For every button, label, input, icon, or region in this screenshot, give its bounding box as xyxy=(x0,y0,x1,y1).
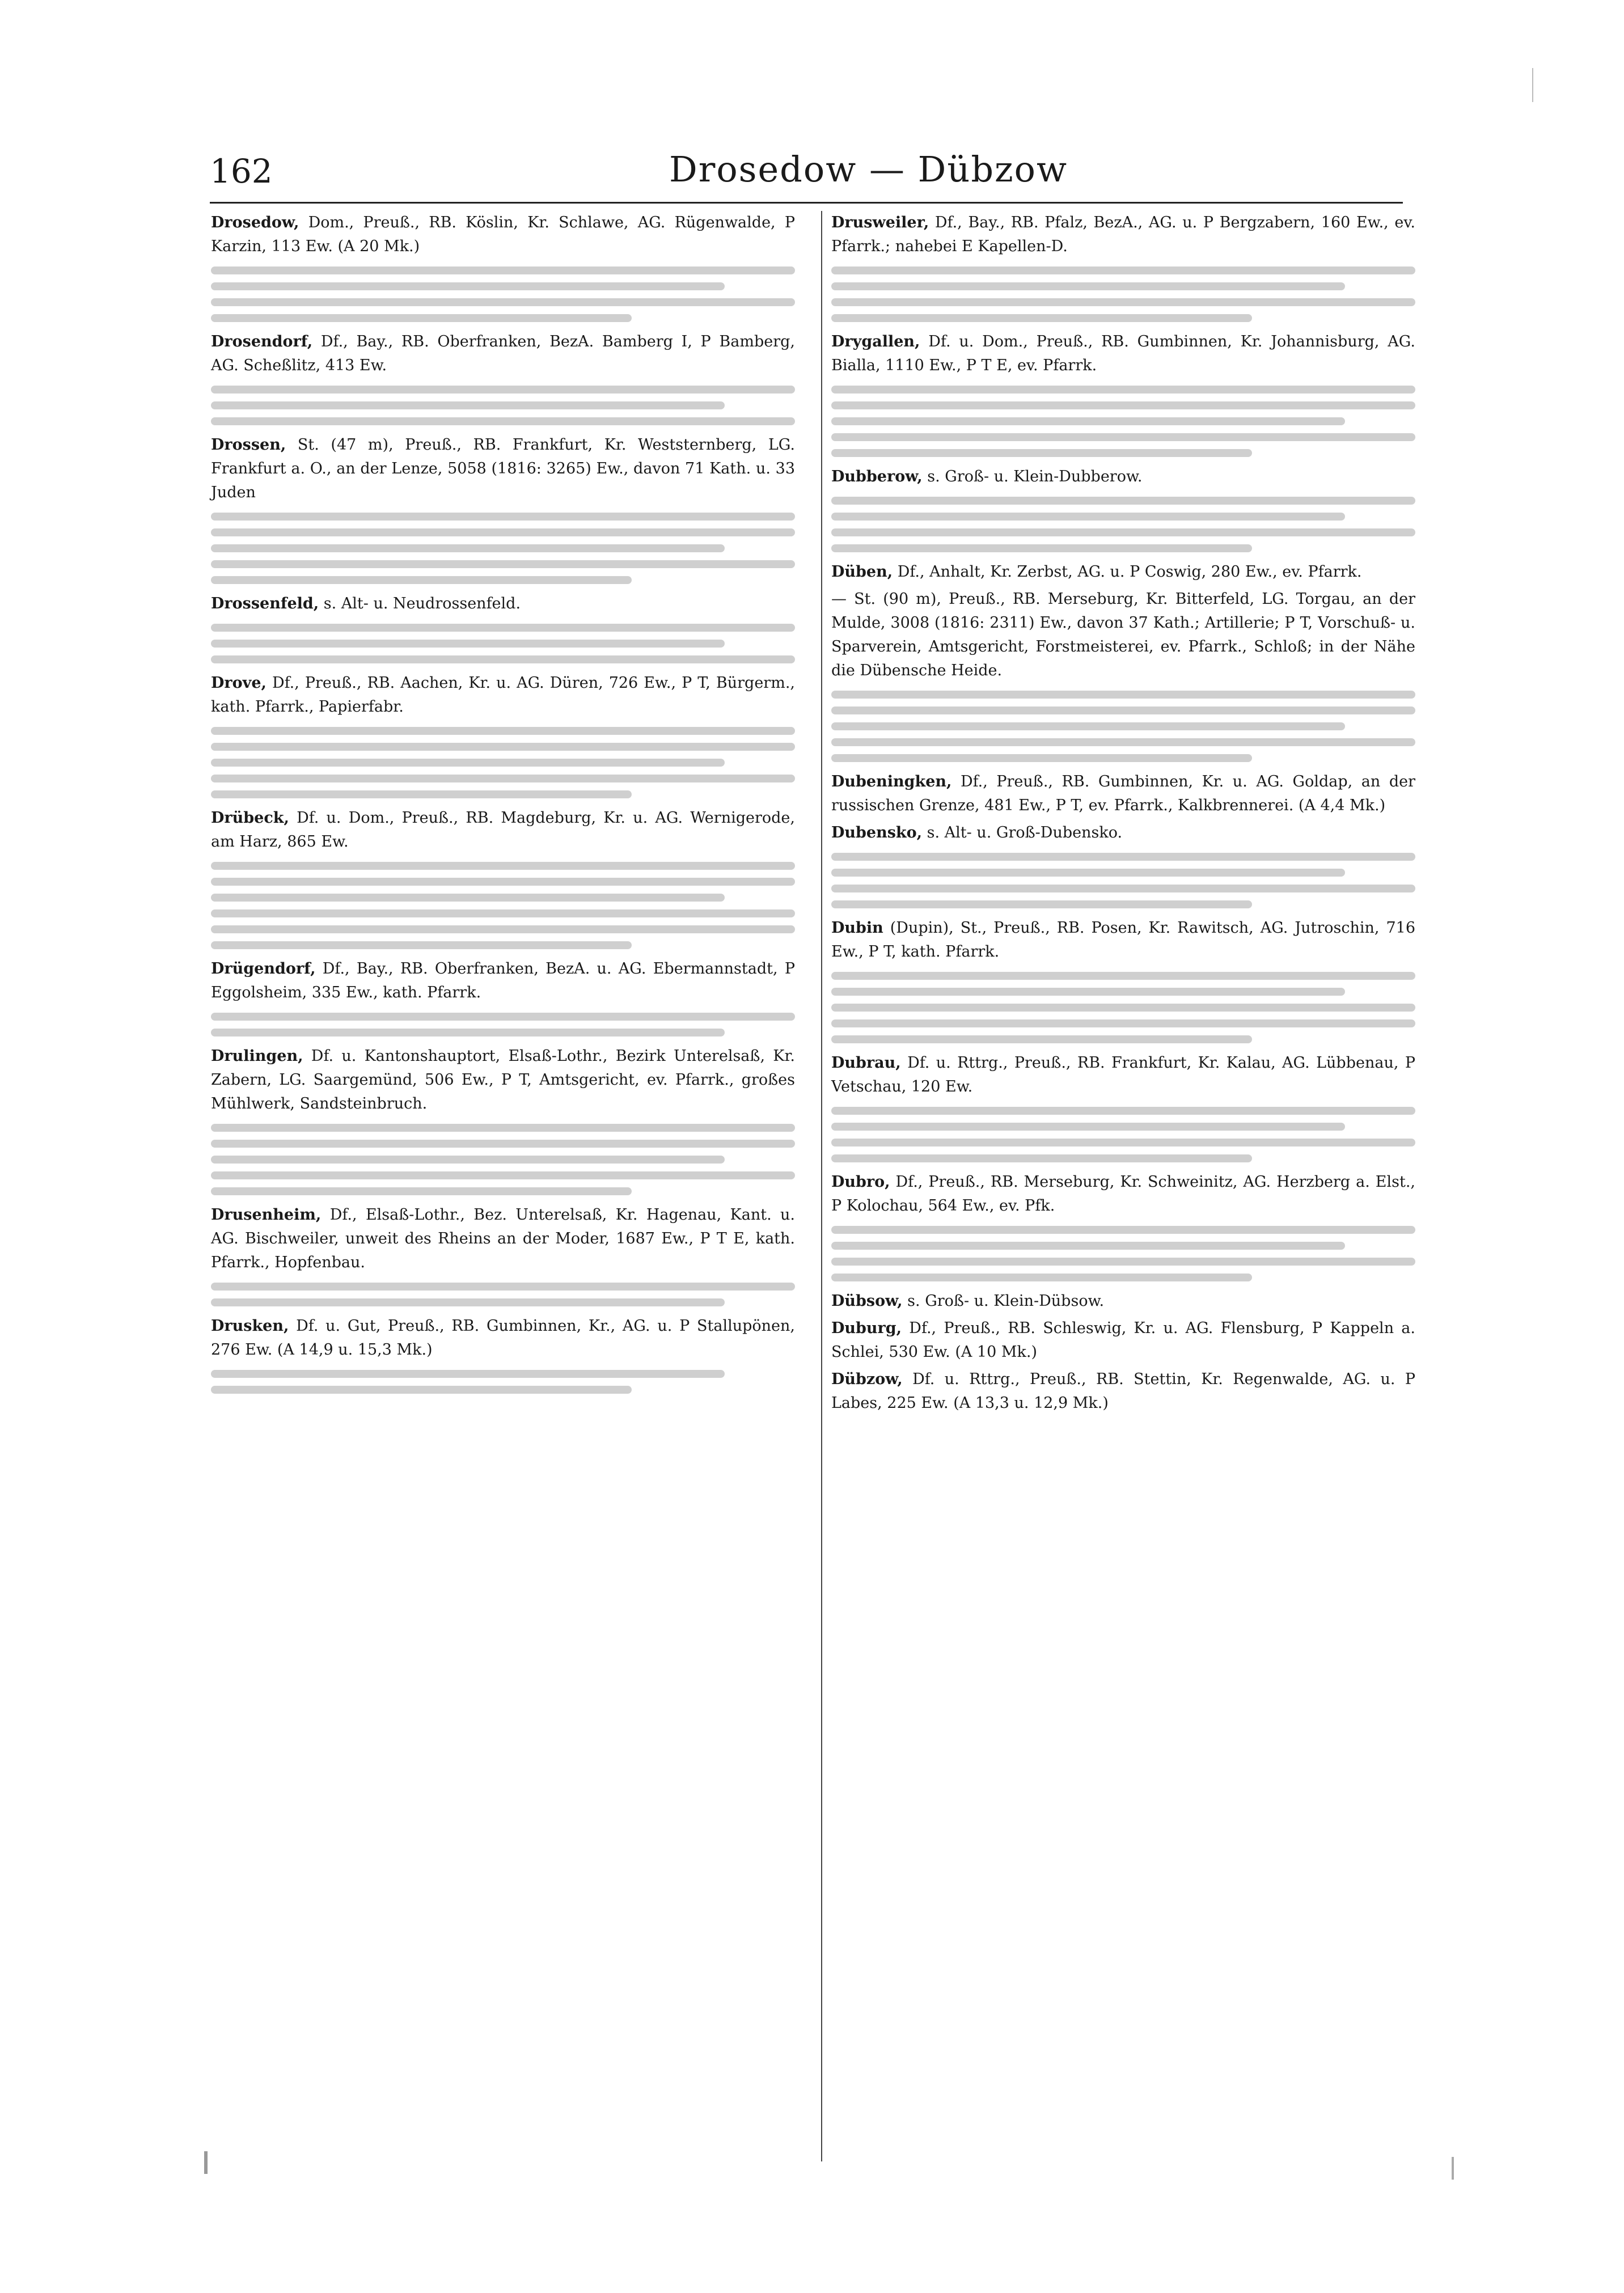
entry-headword: Drusweiler, xyxy=(831,214,929,231)
illegible-line xyxy=(211,775,795,782)
illegible-line xyxy=(211,1386,632,1394)
entry-headword: Drossenfeld, xyxy=(211,595,319,612)
entry-text: Df. u. Rttrg., Preuß., RB. Frankfurt, Kr. Kalau, AG. Lübbenau, P Vetschau, 120 Ew. xyxy=(831,1054,1415,1095)
entry-headword: Drübeck, xyxy=(211,809,289,827)
scan-edge-mark xyxy=(1532,68,1533,102)
illegible-line xyxy=(211,560,795,568)
entry-text: s. Alt- u. Groß-Dubensko. xyxy=(927,824,1123,841)
entry-headword: Dübzow, xyxy=(831,1370,903,1388)
entry-headword: Dubensko, xyxy=(831,824,923,841)
illegible-line xyxy=(831,497,1415,505)
illegible-line xyxy=(211,1140,795,1148)
entry xyxy=(831,587,1415,683)
entry-headword: Düben, xyxy=(831,563,893,581)
entry-headword: Drygallen, xyxy=(831,333,920,350)
entry xyxy=(831,916,1415,964)
illegible-line xyxy=(831,1226,1415,1234)
illegible-line xyxy=(831,449,1252,457)
illegible-line xyxy=(211,743,795,751)
illegible-line xyxy=(211,266,795,274)
entry xyxy=(831,1051,1415,1099)
entry xyxy=(211,1314,795,1362)
illegible-line xyxy=(211,544,725,552)
illegible-line xyxy=(211,640,725,648)
illegible-line xyxy=(831,433,1415,441)
illegible-line xyxy=(211,1156,725,1164)
entry-text: Df. u. Rttrg., Preuß., RB. Stettin, Kr. Regenwalde, AG. u. P Labes, 225 Ew. (A 13,3 u. 12,9 Mk.) xyxy=(831,1370,1415,1412)
entry-text: s. Groß- u. Klein-Dubberow. xyxy=(927,468,1143,485)
illegible-line xyxy=(831,401,1415,409)
illegible-line xyxy=(831,266,1415,274)
entry-text: Df., Anhalt, Kr. Zerbst, AG. u. P Coswig, 280 Ew., ev. Pfarrk. xyxy=(897,563,1362,581)
entry-headword: Dubro, xyxy=(831,1173,890,1191)
illegible-line xyxy=(211,925,795,933)
entry xyxy=(211,957,795,1005)
illegible-line xyxy=(831,1242,1345,1250)
illegible-line xyxy=(211,314,632,322)
entry xyxy=(211,806,795,854)
illegible-line xyxy=(211,1283,795,1291)
illegible-line xyxy=(831,900,1252,908)
illegible-line xyxy=(831,282,1345,290)
illegible-line xyxy=(831,1107,1415,1115)
illegible-line xyxy=(211,298,795,306)
entry xyxy=(831,330,1415,378)
entry-headword: Duburg, xyxy=(831,1319,902,1337)
illegible-line xyxy=(211,1370,725,1378)
entry-text: Df., Preuß., RB. Merseburg, Kr. Schweinitz, AG. Herzberg a. Elst., P Kolochau, 564 Ew., ev. Pfk. xyxy=(831,1173,1415,1215)
entry-text: Df., Preuß., RB. Aachen, Kr. u. AG. Düren, 726 Ew., P T, Bürgerm., kath. Pfarrk., Papierfabr. xyxy=(211,674,795,716)
illegible-line xyxy=(831,988,1345,996)
entry-text: St. (47 m), Preuß., RB. Frankfurt, Kr. Weststernberg, LG. Frankfurt a. O., an der Lenze, 5058 (1816: 3265) Ew., davon 71 Kath. u. 33 Juden xyxy=(211,436,795,501)
entry-text: Df., Bay., RB. Oberfranken, BezA. Bamberg I, P Bamberg, AG. Scheßlitz, 413 Ew. xyxy=(211,333,795,374)
entry-headword: Dübsow, xyxy=(831,1292,903,1310)
entry-headword: Drosedow, xyxy=(211,214,299,231)
illegible-line xyxy=(831,528,1415,536)
illegible-line xyxy=(831,1004,1415,1012)
illegible-line xyxy=(211,528,795,536)
entry-text: Df. u. Gut, Preuß., RB. Gumbinnen, Kr., AG. u. P Stallupönen, 276 Ew. (A 14,9 u. 15,3 Mk.) xyxy=(211,1317,795,1359)
illegible-line xyxy=(211,655,795,663)
entry-headword: Drosendorf, xyxy=(211,333,313,350)
illegible-line xyxy=(211,941,632,949)
illegible-line xyxy=(211,862,795,870)
entry-headword: Dubin xyxy=(831,919,883,937)
entry xyxy=(831,770,1415,818)
illegible-line xyxy=(211,282,725,290)
illegible-line xyxy=(211,790,632,798)
entry-text: Df., Elsaß-Lothr., Bez. Unterelsaß, Kr. Hagenau, Kant. u. AG. Bischweiler, unweit des Rheins an der Moder, 1687 Ew., P T E, kath. Pfarrk., Hopfenbau. xyxy=(211,1206,795,1271)
illegible-line xyxy=(831,544,1252,552)
column-divider xyxy=(821,211,822,2161)
running-head: Drosedow — Dübzow xyxy=(669,149,1068,190)
entry xyxy=(211,433,795,505)
illegible-line xyxy=(211,1171,795,1179)
illegible-line xyxy=(831,722,1345,730)
entry xyxy=(211,330,795,378)
illegible-line xyxy=(211,878,795,886)
entry xyxy=(211,211,795,259)
illegible-line xyxy=(211,1013,795,1021)
illegible-line xyxy=(831,386,1415,394)
illegible-line xyxy=(211,576,632,584)
illegible-line xyxy=(831,1035,1252,1043)
illegible-line xyxy=(831,314,1252,322)
illegible-line xyxy=(211,1187,632,1195)
entry xyxy=(831,1317,1415,1364)
entry-text: s. Alt- u. Neudrossenfeld. xyxy=(323,595,521,612)
entry-text: Df., Bay., RB. Pfalz, BezA., AG. u. P Bergzabern, 160 Ew., ev. Pfarrk.; nahebei E Kapellen-D. xyxy=(831,214,1415,255)
scan-edge-mark xyxy=(1452,2157,1454,2180)
illegible-line xyxy=(831,417,1345,425)
entry-text: Df., Bay., RB. Oberfranken, BezA. u. AG. Ebermannstadt, P Eggolsheim, 335 Ew., kath. Pfarrk. xyxy=(211,960,795,1001)
header-rule xyxy=(210,202,1403,204)
illegible-line xyxy=(831,972,1415,980)
illegible-line xyxy=(831,1258,1415,1266)
entry-headword: Dubberow, xyxy=(831,468,923,485)
illegible-line xyxy=(831,1019,1415,1027)
illegible-line xyxy=(831,298,1415,306)
illegible-line xyxy=(211,759,725,767)
illegible-line xyxy=(831,1154,1252,1162)
right-column xyxy=(831,211,1415,1419)
left-column xyxy=(211,211,795,1402)
illegible-line xyxy=(211,1029,725,1036)
illegible-line xyxy=(831,1139,1415,1146)
entry xyxy=(211,1203,795,1275)
illegible-line xyxy=(831,513,1345,521)
illegible-line xyxy=(831,1123,1345,1131)
entry-headword: Drove, xyxy=(211,674,267,692)
entry-headword: Drossen, xyxy=(211,436,286,454)
illegible-line xyxy=(831,853,1415,861)
illegible-line xyxy=(831,869,1345,877)
entry-text: Df., Preuß., RB. Schleswig, Kr. u. AG. Flensburg, P Kappeln a. Schlei, 530 Ew. (A 10 Mk.) xyxy=(831,1319,1415,1361)
entry xyxy=(211,1044,795,1116)
illegible-line xyxy=(831,1274,1252,1281)
entry xyxy=(831,1170,1415,1218)
entry-text: Dom., Preuß., RB. Köslin, Kr. Schlawe, AG. Rügenwalde, P Karzin, 113 Ew. (A 20 Mk.) xyxy=(211,214,795,255)
entry-text: Df. u. Dom., Preuß., RB. Gumbinnen, Kr. Johannisburg, AG. Bialla, 1110 Ew., P T E, ev. Pfarrk. xyxy=(831,333,1415,374)
entry-text: s. Groß- u. Klein-Dübsow. xyxy=(907,1292,1105,1310)
illegible-line xyxy=(211,1124,795,1132)
illegible-line xyxy=(831,691,1415,699)
entry xyxy=(831,465,1415,489)
entry-text: Df., Preuß., RB. Gumbinnen, Kr. u. AG. Goldap, an der russischen Grenze, 481 Ew., P T, ev. Pfarrk., Kalkbrennerei. (A 4,4 Mk.) xyxy=(831,773,1415,814)
entry-headword: Dubrau, xyxy=(831,1054,901,1072)
illegible-line xyxy=(831,706,1415,714)
entry-headword: Drusken, xyxy=(211,1317,289,1335)
entry-text: Df. u. Dom., Preuß., RB. Magdeburg, Kr. u. AG. Wernigerode, am Harz, 865 Ew. xyxy=(211,809,795,851)
scan-edge-mark xyxy=(204,2151,208,2174)
illegible-line xyxy=(211,386,795,394)
illegible-line xyxy=(211,727,795,735)
illegible-line xyxy=(831,885,1415,892)
entry xyxy=(831,1289,1415,1313)
illegible-line xyxy=(831,738,1415,746)
entry xyxy=(211,671,795,719)
entry xyxy=(831,211,1415,259)
illegible-line xyxy=(211,1298,725,1306)
entry-text: (Dupin), St., Preuß., RB. Posen, Kr. Rawitsch, AG. Jutroschin, 716 Ew., P T, kath. Pfarrk. xyxy=(831,919,1415,961)
illegible-line xyxy=(211,909,795,917)
entry xyxy=(831,1368,1415,1415)
illegible-line xyxy=(831,754,1252,762)
entry xyxy=(831,560,1415,584)
entry-text: — St. (90 m), Preuß., RB. Merseburg, Kr. Bitterfeld, LG. Torgau, an der Mulde, 3008 (1816: 2311) Ew., davon 37 Kath.; Artillerie; P T, Vorschuß- u. Sparverein, Amtsgericht, Forstmeisterei, ev. Pfarrk., Schloß; in der Nähe die Dübensche Heide. xyxy=(831,590,1415,679)
illegible-line xyxy=(211,417,795,425)
entry-headword: Drusenheim, xyxy=(211,1206,322,1224)
entry-text: Df. u. Kantonshauptort, Elsaß-Lothr., Bezirk Unterelsaß, Kr. Zabern, LG. Saargemünd, 506 Ew., P T, Amtsgericht, ev. Pfarrk., großes Mühlwerk, Sandsteinbruch. xyxy=(211,1047,795,1112)
entry xyxy=(211,592,795,616)
entry xyxy=(831,821,1415,845)
entry-headword: Drulingen, xyxy=(211,1047,303,1065)
entry-headword: Drügendorf, xyxy=(211,960,316,978)
illegible-line xyxy=(211,513,795,521)
illegible-line xyxy=(211,624,795,632)
illegible-line xyxy=(211,894,725,902)
entry-headword: Dubeningken, xyxy=(831,773,952,790)
page-number: 162 xyxy=(210,152,273,191)
illegible-line xyxy=(211,401,725,409)
